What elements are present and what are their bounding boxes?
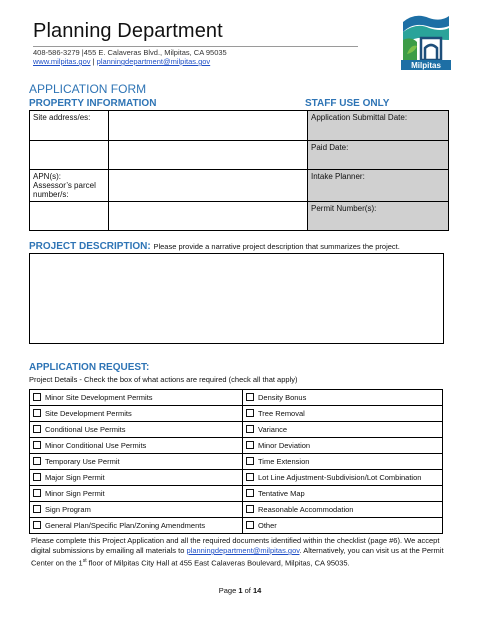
checkbox-icon[interactable] (33, 441, 41, 449)
checkbox-icon[interactable] (33, 393, 41, 401)
property-heading: PROPERTY INFORMATION (29, 98, 157, 109)
request-option[interactable] (243, 518, 443, 534)
apn-label-line2: Assessor’s parcel (33, 181, 96, 190)
site-address-label: Site address/es: (30, 111, 109, 141)
footer-text-2: . Alternatively, you can visit us at the Permit Center on the 1 (31, 546, 444, 568)
footer-text-3: floor of Milpitas City Hall at 455 East Calaveras Boulevard, Milpitas, CA 95035. (86, 558, 350, 568)
page-number (0, 586, 480, 595)
request-option-label: Other (258, 521, 277, 530)
staff-permit-number: Permit Number(s): (308, 202, 449, 231)
request-option[interactable] (243, 470, 443, 486)
property-table (29, 110, 449, 231)
apn-label-cont (30, 202, 109, 231)
contact-address: 408-586-3279 |455 E. Calaveras Blvd., Milpitas, CA 95035 (33, 48, 227, 57)
checkbox-icon[interactable] (246, 393, 254, 401)
request-option-label: Site Development Permits (45, 409, 132, 418)
request-row (30, 470, 443, 486)
link-separator: | (92, 57, 95, 66)
request-option[interactable] (30, 390, 243, 406)
request-option[interactable] (30, 438, 243, 454)
request-option[interactable] (30, 406, 243, 422)
footer-email-link[interactable]: planningdepartment@milpitas.gov (186, 546, 300, 555)
checkbox-icon[interactable] (246, 441, 254, 449)
apn-field[interactable] (109, 170, 308, 202)
project-description-instruction: Please provide a narrative project description that summarizes the project. (153, 242, 400, 251)
request-row (30, 438, 443, 454)
site-address-field-2[interactable] (109, 141, 308, 170)
request-option-label: Time Extension (258, 457, 310, 466)
request-option[interactable] (243, 502, 443, 518)
request-option[interactable] (30, 486, 243, 502)
staff-intake-planner: Intake Planner: (308, 170, 449, 202)
email-link[interactable]: planningdepartment@milpitas.gov (96, 57, 211, 66)
request-option-label: Variance (258, 425, 288, 434)
request-option[interactable] (30, 422, 243, 438)
department-title: Planning Department (33, 20, 223, 42)
staff-paid-date: Paid Date: (308, 141, 449, 170)
logo-wordmark: Milpitas (411, 61, 441, 70)
request-option-label: Conditional Use Permits (45, 425, 126, 434)
request-row (30, 422, 443, 438)
checkbox-icon[interactable] (33, 505, 41, 513)
project-description-title: PROJECT DESCRIPTION: (29, 241, 151, 252)
apn-label-line3: number/s: (33, 190, 69, 199)
application-request-instruction: Project Details - Check the box of what actions are required (check all that apply) (29, 375, 298, 384)
request-row (30, 518, 443, 534)
request-option[interactable] (243, 390, 443, 406)
milpitas-logo (401, 10, 451, 70)
page-of: of (242, 586, 253, 595)
form-title: APPLICATION FORM (29, 82, 147, 96)
request-option[interactable] (243, 406, 443, 422)
footer-note (31, 536, 456, 569)
contact-links (33, 57, 210, 66)
page-total: 14 (252, 586, 262, 595)
request-option-label: Tentative Map (258, 489, 305, 498)
page-current: 1 (238, 586, 243, 595)
request-option-label: Tree Removal (258, 409, 305, 418)
staff-submittal-date: Application Submittal Date: (308, 111, 449, 141)
checkbox-icon[interactable] (246, 489, 254, 497)
request-option-label: Minor Site Development Permits (45, 393, 153, 402)
request-row (30, 502, 443, 518)
checkbox-icon[interactable] (246, 505, 254, 513)
application-request-heading: APPLICATION REQUEST: (29, 362, 150, 373)
checkbox-icon[interactable] (246, 425, 254, 433)
checkbox-icon[interactable] (33, 521, 41, 529)
request-option[interactable] (30, 502, 243, 518)
request-option[interactable] (243, 438, 443, 454)
request-table (29, 389, 443, 534)
checkbox-icon[interactable] (33, 425, 41, 433)
apn-label (30, 170, 109, 202)
apn-label-line1: APN(s): (33, 172, 61, 181)
project-description-heading (29, 241, 400, 252)
checkbox-icon[interactable] (246, 473, 254, 481)
request-option[interactable] (30, 454, 243, 470)
site-address-label-cont (30, 141, 109, 170)
request-option-label: Lot Line Adjustment-Subdivision/Lot Combination (258, 473, 422, 482)
request-option-label: General Plan/Specific Plan/Zoning Amendments (45, 521, 206, 530)
website-link[interactable]: www.milpitas.gov (33, 57, 91, 66)
request-option-label: Reasonable Accommodation (258, 505, 354, 514)
checkbox-icon[interactable] (246, 521, 254, 529)
request-row (30, 454, 443, 470)
request-option-label: Minor Deviation (258, 441, 311, 450)
project-description-field[interactable] (29, 253, 444, 344)
page-prefix: Page (218, 586, 239, 595)
footer-text-1: Please complete this Project Application and all the required documents identified within the checklist (page #6). We accept digital submissions by emailing all materials to (31, 536, 440, 555)
checkbox-icon[interactable] (33, 489, 41, 497)
footer-sup: st (82, 558, 87, 564)
apn-field-2[interactable] (109, 202, 308, 231)
request-row (30, 486, 443, 502)
checkbox-icon[interactable] (33, 473, 41, 481)
request-row (30, 390, 443, 406)
header-rule (33, 46, 358, 47)
request-option[interactable] (30, 518, 243, 534)
request-option-label: Sign Program (45, 505, 91, 514)
request-option[interactable] (243, 486, 443, 502)
site-address-field[interactable] (109, 111, 308, 141)
request-option[interactable] (243, 454, 443, 470)
request-option-label: Minor Sign Permit (45, 489, 105, 498)
request-option-label: Minor Conditional Use Permits (45, 441, 147, 450)
checkbox-icon[interactable] (246, 457, 254, 465)
request-row (30, 406, 443, 422)
request-option-label: Temporary Use Permit (45, 457, 120, 466)
checkbox-icon[interactable] (246, 409, 254, 417)
request-option[interactable] (243, 422, 443, 438)
checkbox-icon[interactable] (33, 457, 41, 465)
checkbox-icon[interactable] (33, 409, 41, 417)
staff-heading: STAFF USE ONLY (305, 98, 390, 109)
request-option-label: Density Bonus (258, 393, 307, 402)
request-option-label: Major Sign Permit (45, 473, 105, 482)
request-option[interactable] (30, 470, 243, 486)
